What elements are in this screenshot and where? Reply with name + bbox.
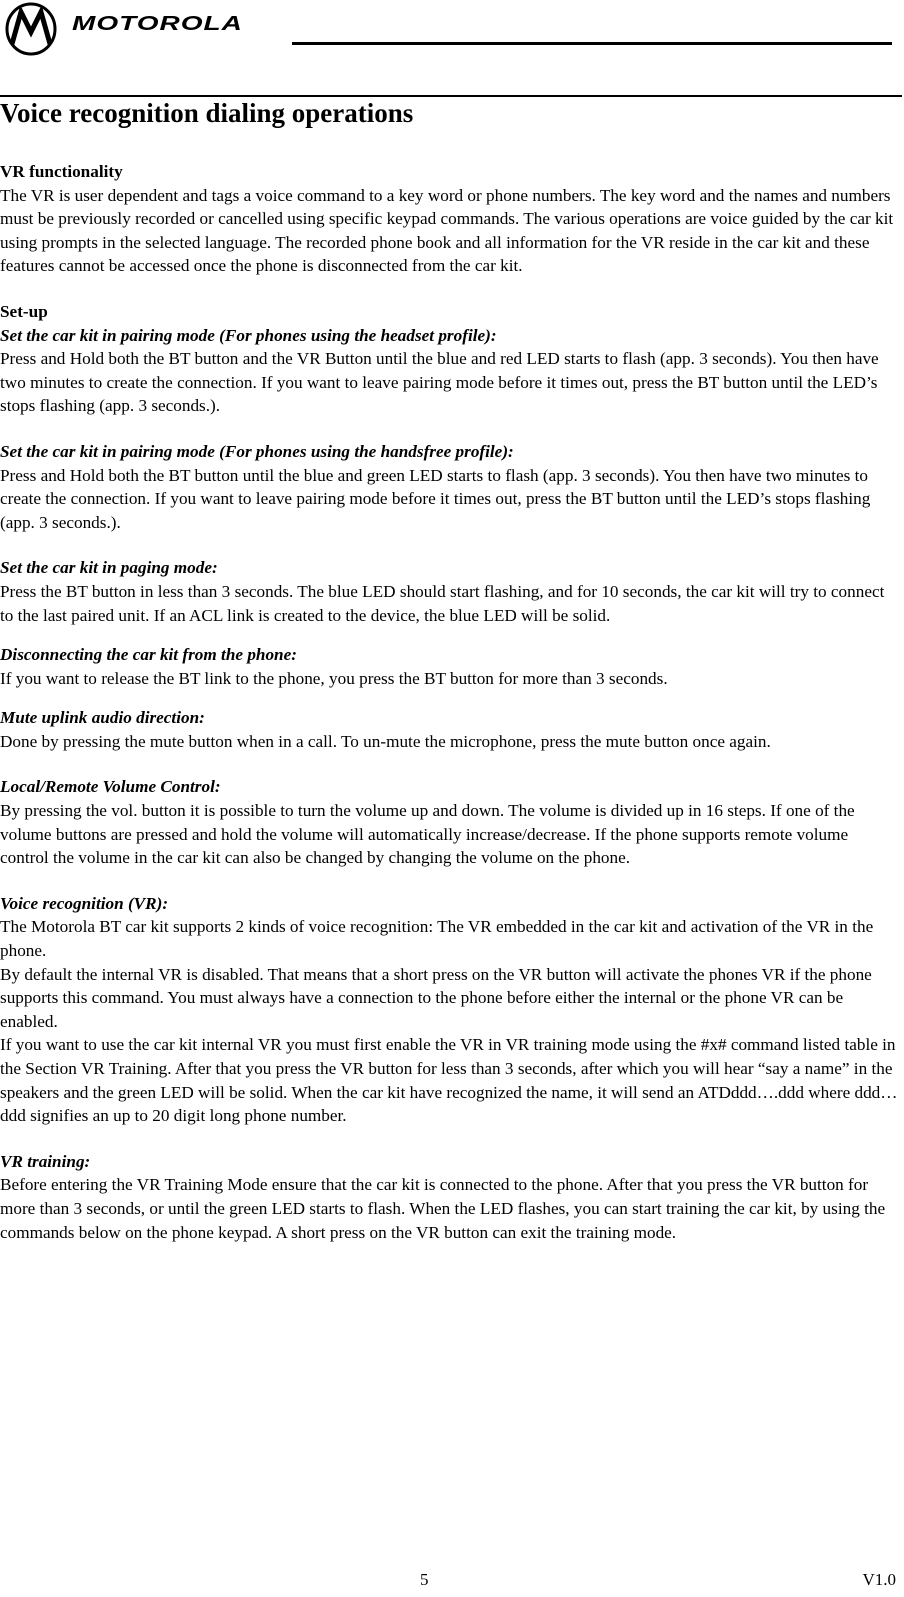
voice-recognition-body-2: By default the internal VR is disabled. That means that a short press on the VR button will activate the phones VR if the phone supports this command. You must always have a connection to the phone before either the internal or the phone VR can be enabled. — [0, 964, 872, 1031]
voice-recognition-body-1: The Motorola BT car kit supports 2 kinds of voice recognition: The VR embedded in the car kit and activation of the VR in the phone. — [0, 917, 874, 961]
voice-recognition-body-3: If you want to use the car kit internal VR you must first enable the VR in VR training mode using the #x# command listed table in the Section VR Training. After that you press the VR button for less than 3 seconds, after which you will hear “say a name” in the speakers and the green LED will be solid. When the car kit have recognized the name, it will send an ATDddd….ddd where ddd…ddd signifies an up to 20 digit long phone number. — [0, 1035, 898, 1126]
vr-functionality-body: The VR is user dependent and tags a voice command to a key word or phone numbers. The key word and the names and numbers must be previously recorded or cancelled using specific keypad commands. The various operations are voice guided by the car kit using prompts in the selected language. The recorded phone book and all information for the VR reside in the car kit and these features cannot be accessed once the phone is disconnected from the car kit. — [0, 185, 894, 276]
disconnecting-subheading: Disconnecting the car kit from the phone: — [0, 645, 297, 665]
volume-subheading: Local/Remote Volume Control: — [0, 777, 221, 797]
pairing-headset-subheading: Set the car kit in pairing mode (For phones using the headset profile): — [0, 325, 497, 345]
document-body — [0, 160, 900, 1244]
page-title: Voice recognition dialing operations — [0, 98, 414, 128]
disconnecting-body: If you want to release the BT link to the phone, you press the BT button for more than 3 seconds. — [0, 668, 668, 688]
vr-training-body: Before entering the VR Training Mode ensure that the car kit is connected to the phone. After that you press the VR button for more than 3 seconds, or until the green LED starts to flash. When the LED flashes, you can start training the car kit, by using the commands below on the phone keypad. A short press on the VR button can exit the training mode. — [0, 1175, 886, 1242]
setup-heading: Set-up — [0, 301, 48, 321]
page-number: 5 — [420, 1570, 429, 1589]
vr-training-subheading: VR training: — [0, 1151, 91, 1171]
voice-recognition-subheading: Voice recognition (VR): — [0, 893, 169, 913]
volume-body: By pressing the vol. button it is possible to turn the volume up and down. The volume is divided up in 16 steps. If one of the volume buttons are pressed and hold the volume will automatically increase/decrease. If the phone supports remote volume control the volume in the car kit can also be changed by changing the volume on the phone. — [0, 801, 855, 868]
vr-functionality-heading: VR functionality — [0, 162, 123, 181]
pairing-headset-body: Press and Hold both the BT button and the VR Button until the blue and red LED starts to flash (app. 3 seconds). You then have two minutes to create the connection. If you want to leave pairing mode before it times out, press the BT button until the LED’s stops flashing (app. 3 seconds.). — [0, 349, 879, 416]
header-rule — [292, 42, 892, 45]
paging-subheading: Set the car kit in paging mode: — [0, 558, 218, 578]
brand-wordmark: MOTOROLA — [72, 12, 243, 35]
pairing-handsfree-body: Press and Hold both the BT button until the blue and green LED starts to flash (app. 3 seconds). You then have two minutes to create the connection. If you want to leave pairing mode before it times out, press the BT button until the LED’s stops flashing (app. 3 seconds.). — [0, 465, 871, 532]
mute-subheading: Mute uplink audio direction: — [0, 708, 205, 728]
pairing-handsfree-subheading: Set the car kit in pairing mode (For phones using the handsfree profile): — [0, 441, 514, 461]
mute-body: Done by pressing the mute button when in a call. To un-mute the microphone, press the mute button once again. — [0, 731, 771, 751]
paging-body: Press the BT button in less than 3 seconds. The blue LED should start flashing, and for 10 seconds, the car kit will try to connect to the last paired unit. If an ACL link is created to the device, the blue LED will be solid. — [0, 581, 885, 625]
page-header — [0, 0, 904, 60]
document-version: V1.0 — [862, 1570, 896, 1589]
motorola-batwing-logo-icon — [4, 2, 58, 56]
